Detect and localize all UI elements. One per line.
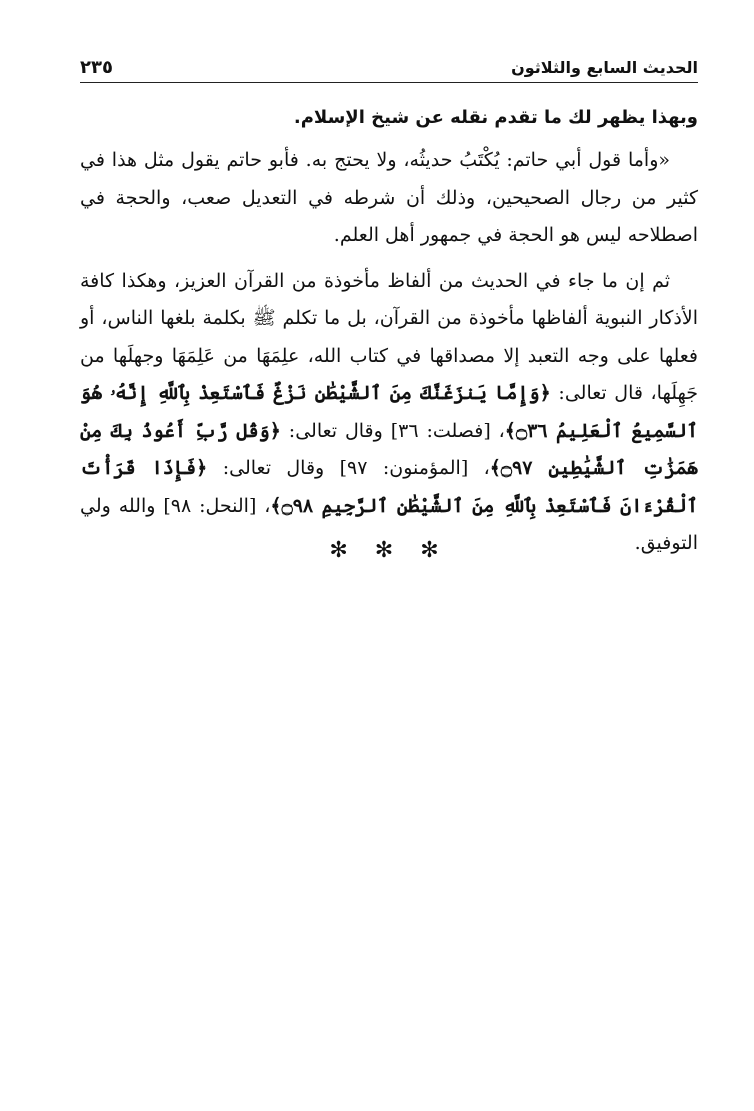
running-header	[80, 44, 698, 78]
reference-nahl: ، [النحل: ٩٨] والله ولي التوفيق.	[80, 494, 698, 554]
paragraph-abu-hatim: «وأما قول أبي حاتم: يُكْتَبُ حديثُه، ولا يحتج به. فأبو حاتم يقول مثل هذا في كثير من رجال الصحيحين، وذلك أن شرطه في التعديل صعب، والحجة في اصطلاحه ليس هو الحجة في جمهور أهل العلم.	[80, 149, 698, 246]
paragraph-quran-origin	[80, 263, 698, 563]
lead-sentence: وبهذا يظهر لك ما تقدم نقله عن شيخ الإسلام.	[293, 107, 698, 128]
quran-verse-fussilat: ﴿وَإِمَّا يَنزَغَنَّكَ مِنَ ٱلشَّيْطَٰنِ نَزْغٌ فَٱسْتَعِذْ بِٱللَّهِ إِنَّهُۥ هُوَ ٱلسَّمِيعُ ٱلْعَلِيمُ ۝٣٦﴾	[80, 382, 699, 442]
body-text	[80, 98, 698, 563]
page-number: ٢٣٥	[80, 57, 113, 78]
header-rule	[80, 82, 698, 83]
paragraph-intro: ثم إن ما جاء في الحديث من ألفاظ مأخوذة من القرآن العزيز، وهكذا كافة الأذكار النبوية ألفاظها مأخوذة من القرآن، بل ما تكلم ﷺ بكلمة بلغها الناس، أو فعلها على وجه التعبد إلا مصداقها في كتاب الله، علِمَهَا من عَلِمَهَا وجهلَها من جَهِلَها، قال تعالى:	[80, 269, 699, 404]
quran-verse-nahl: ﴿فَإِذَا قَرَأْتَ ٱلْقُرْءَانَ فَٱسْتَعِذْ بِٱللَّهِ مِنَ ٱلشَّيْطَٰنِ ٱلرَّجِيمِ ۝٩٨﴾	[80, 457, 699, 517]
chapter-title: الحديث السابع والثلاثون	[511, 58, 698, 77]
reference-muminun: ، [المؤمنون: ٩٧] وقال تعالى:	[207, 457, 490, 479]
reference-fussilat: ، [فصلت: ٣٦] وقال تعالى:	[280, 419, 505, 442]
quran-verse-muminun: ﴿وَقُل رَّبِّ أَعُوذُ بِكَ مِنْ هَمَزَٰتِ ٱلشَّيَٰطِينِ ۝٩٧﴾	[80, 419, 698, 479]
section-separator: ✻ ✻ ✻	[329, 538, 449, 563]
